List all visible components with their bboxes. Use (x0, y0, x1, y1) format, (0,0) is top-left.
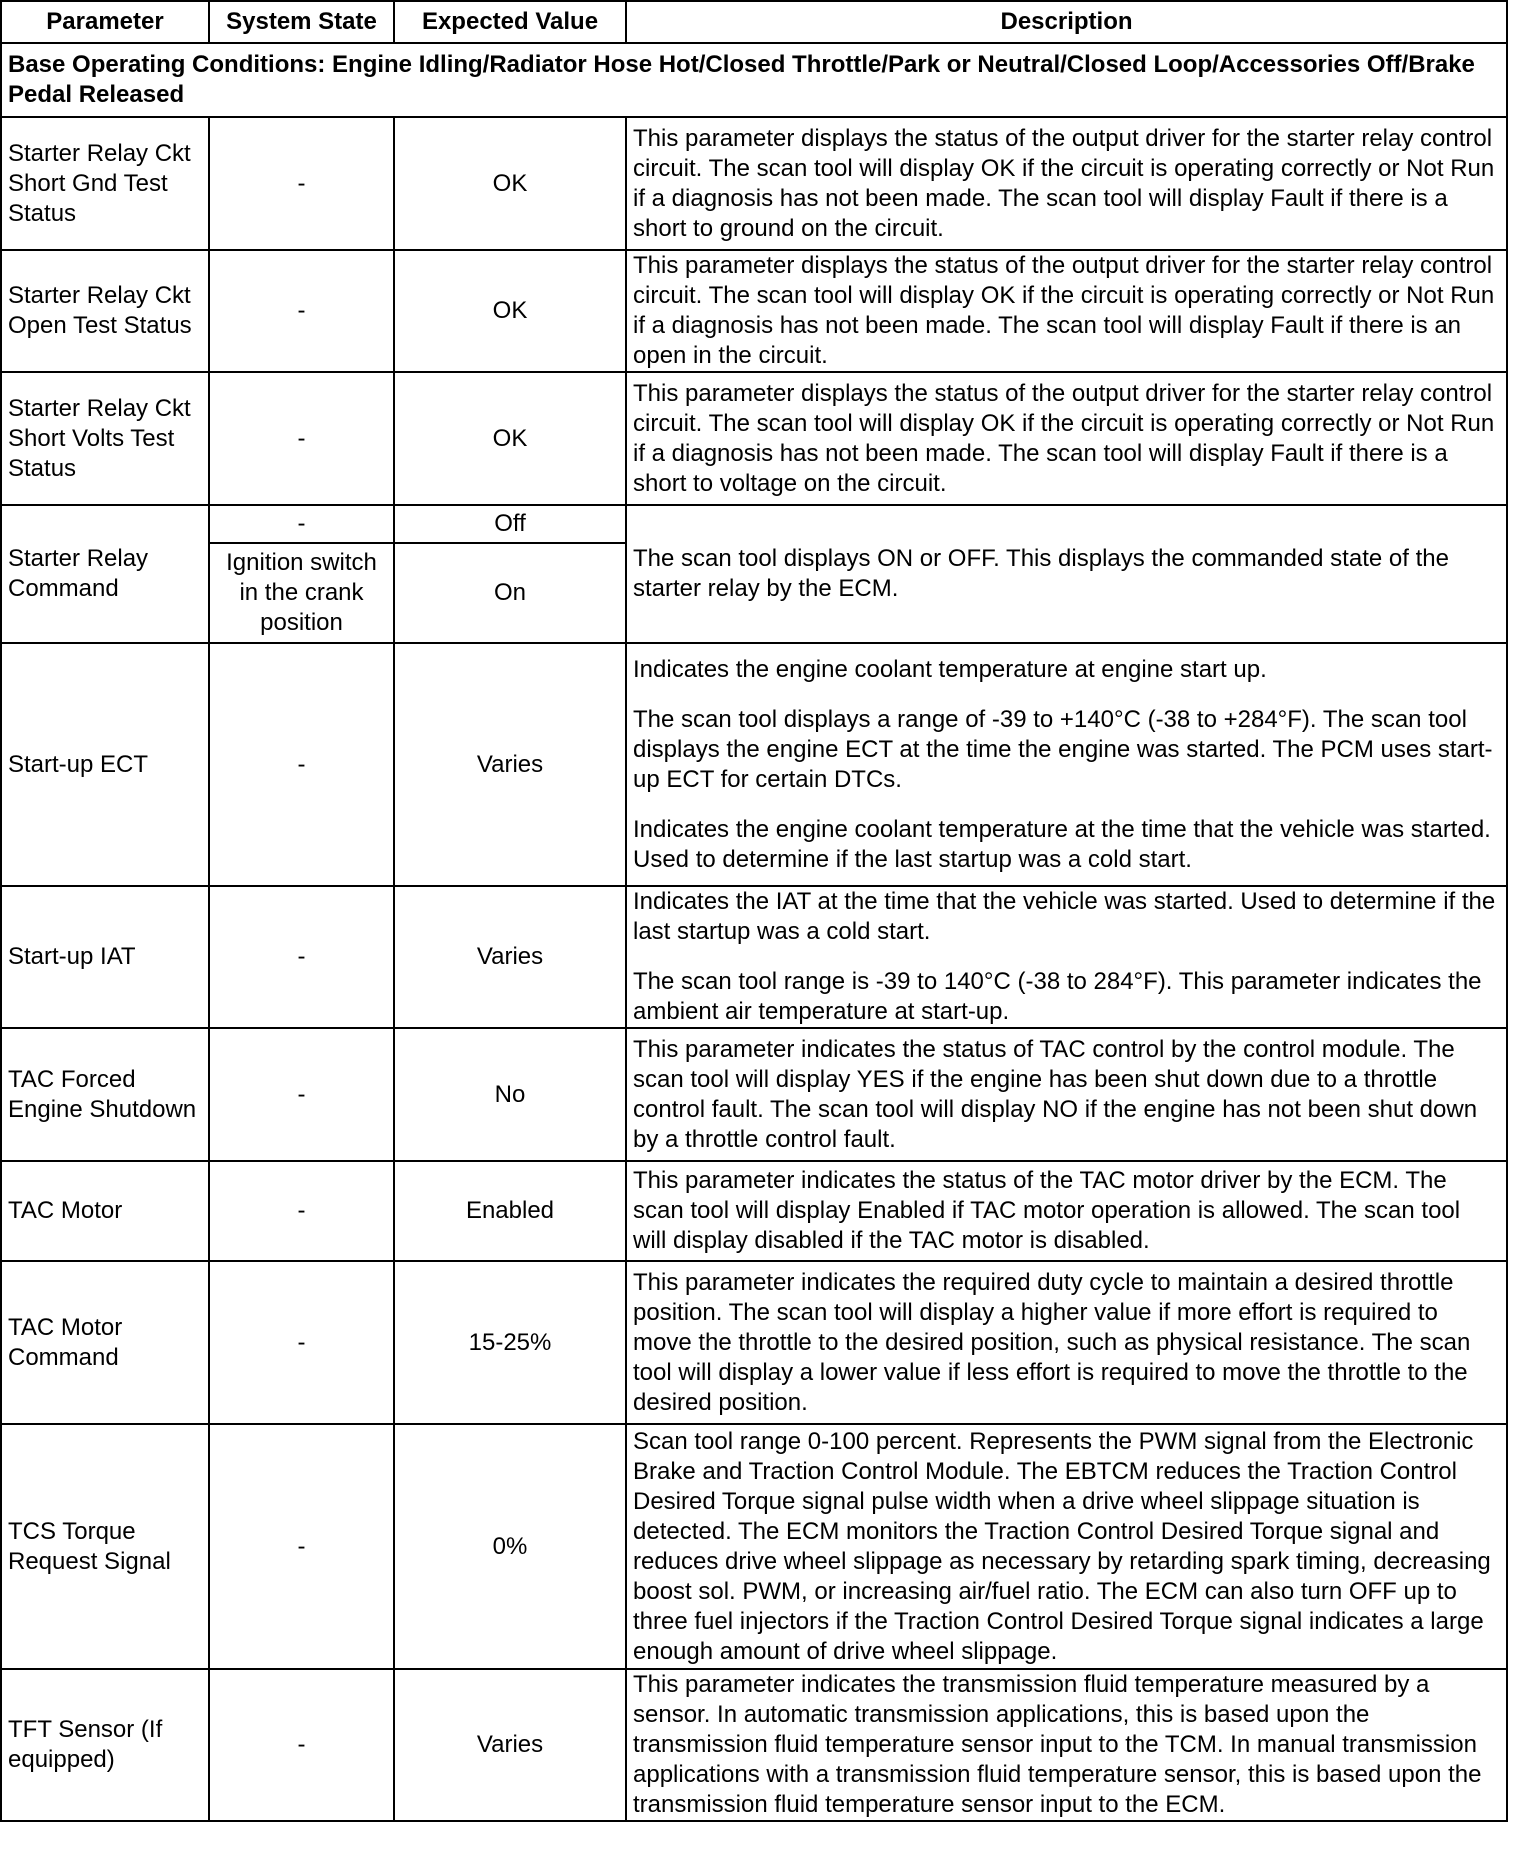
description-cell (626, 250, 1507, 372)
parameter-cell: TFT Sensor (If equipped) (1, 1669, 209, 1821)
description-paragraph: Indicates the IAT at the time that the vehicle was started. Used to determine if the last startup was a cold start. (633, 888, 1496, 945)
description-cell (626, 1028, 1507, 1161)
parameter-cell: TCS Torque Request Signal (1, 1424, 209, 1669)
description-paragraph: Indicates the engine coolant temperature at engine start up. (633, 655, 1267, 683)
description-cell (626, 886, 1507, 1028)
system-state-cell: - (209, 1424, 394, 1669)
description-paragraph: This parameter displays the status of the output driver for the starter relay control circuit. The scan tool will display OK if the circuit is operating correctly or Not Run if a diagnosis has not been made. The scan tool will display Fault if there is an open in the circuit. (633, 252, 1495, 369)
system-state-cell: - (209, 250, 394, 372)
parameter-cell: Start-up ECT (1, 643, 209, 886)
description-cell (626, 1424, 1507, 1669)
conditions-row (1, 43, 1507, 117)
system-state-cell: - (209, 372, 394, 505)
expected-value-cell: Enabled (394, 1161, 626, 1261)
description-paragraph: The scan tool displays a range of -39 to +140°C (-38 to +284°F). The scan tool displays the engine ECT at the time the engine was started. The PCM uses start-up ECT for certain DTCs. (633, 705, 1493, 793)
parameter-cell: Starter Relay Ckt Short Gnd Test Status (1, 117, 209, 250)
description-paragraph: Indicates the engine coolant temperature at the time that the vehicle was started. Used to determine if the last startup was a cold start. (633, 815, 1491, 873)
header-expected-value: Expected Value (394, 1, 626, 43)
system-state-cell: - (209, 1028, 394, 1161)
table-row (1, 886, 1507, 1028)
expected-value-cell: On (394, 543, 626, 643)
description-paragraph: This parameter indicates the status of the TAC motor driver by the ECM. The scan tool will display Enabled if TAC motor operation is allowed. The scan tool will display disabled if the TAC motor is disabled. (633, 1167, 1461, 1254)
parameter-cell: Starter Relay Ckt Short Volts Test Status (1, 372, 209, 505)
table-row (1, 505, 1507, 543)
system-state-cell: - (209, 1161, 394, 1261)
system-state-cell: - (209, 886, 394, 1028)
system-state-cell: - (209, 505, 394, 543)
description-cell (626, 505, 1507, 643)
system-state-cell: - (209, 1261, 394, 1424)
expected-value-cell: 0% (394, 1424, 626, 1669)
parameter-cell: Starter Relay Command (1, 505, 209, 643)
table-row (1, 1161, 1507, 1261)
table-row (1, 250, 1507, 372)
expected-value-cell: Off (394, 505, 626, 543)
expected-value-cell: OK (394, 117, 626, 250)
table-row (1, 1424, 1507, 1669)
description-paragraph: This parameter displays the status of the output driver for the starter relay control circuit. The scan tool will display OK if the circuit is operating correctly or Not Run if a diagnosis has not been made. The scan tool will display Fault if there is a short to ground on the circuit. (633, 124, 1495, 242)
expected-value-cell: 15-25% (394, 1261, 626, 1424)
expected-value-cell: OK (394, 250, 626, 372)
header-parameter: Parameter (1, 1, 209, 43)
expected-value-cell: OK (394, 372, 626, 505)
description-cell (626, 1261, 1507, 1424)
description-paragraph: This parameter indicates the transmission fluid temperature measured by a sensor. In automatic transmission applications, this is based upon the transmission fluid temperature sensor input to the TCM. In manual transmission applications with a transmission fluid temperature sensor, this is based upon the transmission fluid temperature sensor input to the ECM. (633, 1671, 1482, 1818)
table-row (1, 643, 1507, 886)
description-paragraph: This parameter indicates the required duty cycle to maintain a desired throttle position. The scan tool will display a higher value if more effort is required to move the throttle to the desired position, such as physical resistance. The scan tool will display a lower value if less effort is required to move the throttle to the desired position. (633, 1268, 1471, 1416)
table-row (1, 1028, 1507, 1161)
parameter-cell: TAC Forced Engine Shutdown (1, 1028, 209, 1161)
parameter-cell: Start-up IAT (1, 886, 209, 1028)
description-paragraph: This parameter indicates the status of TAC control by the control module. The scan tool will display YES if the engine has been shut down due to a throttle control fault. The scan tool will display NO if the engine has not been shut down by a throttle control fault. (633, 1035, 1478, 1153)
description-cell (626, 1669, 1507, 1821)
table-row (1, 372, 1507, 505)
system-state-cell: - (209, 117, 394, 250)
header-description: Description (626, 1, 1507, 43)
parameter-cell: TAC Motor (1, 1161, 209, 1261)
table-row (1, 1261, 1507, 1424)
parameter-cell: Starter Relay Ckt Open Test Status (1, 250, 209, 372)
header-system-state: System State (209, 1, 394, 43)
expected-value-cell: No (394, 1028, 626, 1161)
expected-value-cell: Varies (394, 886, 626, 1028)
system-state-cell: - (209, 643, 394, 886)
expected-value-cell: Varies (394, 643, 626, 886)
description-paragraph: Scan tool range 0-100 percent. Represents the PWM signal from the Electronic Brake and Traction Control Module. The EBTCM reduces the Traction Control Desired Torque signal pulse width when a drive wheel slippage situation is detected. The ECM monitors the Traction Control Desired Torque signal and reduces drive wheel slippage as necessary by retarding spark timing, decreasing boost sol. PWM, or increasing air/fuel ratio. The ECM can also turn OFF up to three fuel injectors if the Traction Control Desired Torque signal indicates a large enough amount of drive wheel slippage. (633, 1427, 1491, 1665)
description-cell (626, 643, 1507, 886)
description-cell (626, 117, 1507, 250)
description-cell (626, 372, 1507, 505)
base-operating-conditions: Base Operating Conditions: Engine Idling/Radiator Hose Hot/Closed Throttle/Park or Neutral/Closed Loop/Accessories Off/Brake Pedal Released (1, 43, 1507, 117)
description-paragraph: The scan tool range is -39 to 140°C (-38 to 284°F). This parameter indicates the ambient air temperature at start-up. (633, 968, 1482, 1025)
table-row (1, 117, 1507, 250)
system-state-cell: Ignition switch in the crank position (209, 543, 394, 643)
header-row (1, 1, 1507, 43)
parameter-cell: TAC Motor Command (1, 1261, 209, 1424)
description-cell (626, 1161, 1507, 1261)
description-paragraph: The scan tool displays ON or OFF. This displays the commanded state of the starter relay by the ECM. (633, 545, 1449, 602)
system-state-cell: - (209, 1669, 394, 1821)
description-paragraph: This parameter displays the status of the output driver for the starter relay control circuit. The scan tool will display OK if the circuit is operating correctly or Not Run if a diagnosis has not been made. The scan tool will display Fault if there is a short to voltage on the circuit. (633, 379, 1495, 497)
expected-value-cell: Varies (394, 1669, 626, 1821)
table-row (1, 1669, 1507, 1821)
